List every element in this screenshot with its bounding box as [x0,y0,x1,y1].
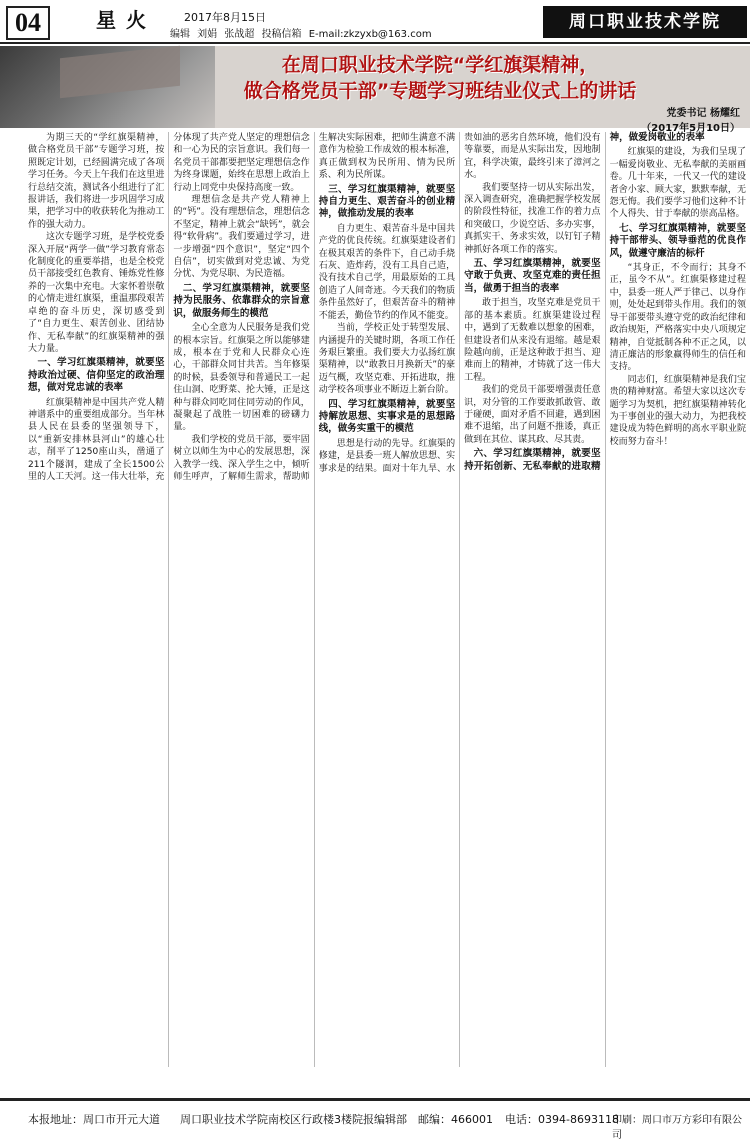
section-heading: 六、学习红旗渠精神，就要坚持开拓创新、无私奉献的进取精神，做爱岗敬业的表率 [464,132,705,472]
section-heading: 四、学习红旗渠精神，就要坚持解放思想、实事求是的思想路线，做务实重干的模范 [318,398,456,435]
paragraph: 全心全意为人民服务是我们党的根本宗旨。红旗渠之所以能够建成，根本在于党和人民群众心连心，干部群众同甘共苦。当年修渠的时候，县委领导和普通民工一起住山洞、吃野菜、抡大锤，正是这种与群众同吃同住同劳动的作风，凝聚起了战胜一切困难的磅礴力量。 [173,323,310,433]
paragraph: 敢于担当，攻坚克难是党员干部的基本素质。红旗渠建设过程中，遇到了无数难以想象的困难，但建设者们从来没有退缩。越是艰险越向前，正是这种敢于担当、迎难而上的精神，才铸就了这一伟大工程。 [464,298,601,383]
footer-printer: 印刷：周口市万方彩印有限公司 [612,1115,742,1141]
contact-email: 投稿信箱 E-mail:zkzyxb@163.com [261,29,432,40]
footer-address: 本报地址：周口市开元大道 [28,1113,160,1126]
section-heading: 五、学习红旗渠精神，就要坚守敢于负责、攻坚克难的责任担当，做勇于担当的表率 [464,258,601,294]
section-heading: 二、学习红旗渠精神，就要坚持为民服务、依靠群众的宗旨意识，做服务师生的模范 [173,282,310,319]
headline [140,52,740,104]
footer-postcode: 邮编：466001 [418,1113,493,1126]
page-footer [0,1098,750,1141]
footer-school: 周口职业技术学院南校区行政楼3楼院报编辑部 [180,1113,407,1126]
article-banner [0,46,750,134]
paragraph: 为期三天的“学红旗渠精神，做合格党员干部”专题学习班，按照既定计划，已经圆满完成了各项学习任务。今天上午我们在这里进行总结交流，测试各小组进行了汇报讲话，我们将进一步巩固学习成果，把学习中的收获转化为推动工作的强大动力。 [28,133,165,230]
page-header [0,0,750,42]
paragraph: 思想是行动的先导。红旗渠的修建，是县委一班人解放思想、实事求是的结果。面对十年九旱、水贵如油的恶劣自然环境，他们没有等靠要，而是从实际出发，因地制宜，科学决策，最终引来了漳河之水。 [318,133,601,474]
byline-date: （2017年5月10日） [641,123,740,134]
masthead: 周口职业技术学院 [543,6,747,38]
paragraph: 我们的党员干部要增强责任意识，对分管的工作要敢抓敢管、敢于碰硬，面对矛盾不回避，遇到困难不退缩，出了问题不推诿，真正做到在其位、谋其政、尽其责。 [464,385,601,445]
paragraph: “其身正，不令而行；其身不正，虽令不从”。红旗渠修建过程中，县委一班人严于律己、以身作则，处处起到带头作用。我们的领导干部要带头遵守党的政治纪律和政治规矩，严格落实中央八项规定精神，自觉抵制各种不正之风，以清正廉洁的形象赢得师生的信任和支持。 [609,263,746,373]
section-title: 星火 [96,8,156,32]
designer: 张战超 [224,29,255,40]
credits [170,25,432,40]
headline-line-2: 做合格党员干部”专题学习班结业仪式上的讲话 [243,80,637,102]
paragraph: 我们学校的党员干部，要牢固树立以师生为中心的发展思想，深入教学一线、深入学生之中，倾听师生呼声，了解师生需求，帮助师生解决实际困难，把师生满意不满意作为检验工作成效的根本标准，真正做到权为民所用、情为民所系、利为民所谋。 [173,133,456,482]
byline [0,104,740,134]
paragraph: 红旗渠的建设，为我们呈现了一幅爱岗敬业、无私奉献的美丽画卷。几十年来，一代又一代的建设者舍小家、顾大家，默默奉献，无怨无悔。我们要学习他们这种不计个人得失、甘于奉献的崇高品格。 [609,147,746,220]
editor: 编辑 刘娟 [170,29,218,40]
paragraph: 理想信念是共产党人精神上的“钙”。没有理想信念，理想信念不坚定，精神上就会“缺钙”，就会得“软骨病”。我们要通过学习，进一步增强“四个意识”，坚定“四个自信”，切实做到对党忠诚、为党分忧、为党尽职、为民造福。 [173,195,310,280]
paragraph: 自力更生、艰苦奋斗是中国共产党的优良传统。红旗渠建设者们在极其艰苦的条件下，自己动手烧石灰、造炸药，没有工具自己造，没有技术自己学，用最原始的工具创造了人间奇迹。今天我们的物质条件虽然好了，但艰苦奋斗的精神不能丢，勤俭节约的作风不能变。 [318,223,456,321]
header-rule [0,42,750,44]
section-heading: 三、学习红旗渠精神，就要坚持自力更生、艰苦奋斗的创业精神，做推动发展的表率 [318,183,456,220]
byline-author: 党委书记 杨耀红 [666,108,740,119]
section-heading: 一、学习红旗渠精神，就要坚持政治过硬、信仰坚定的政治理想，做对党忠诚的表率 [28,357,165,394]
section-heading: 七、学习红旗渠精神，就要坚持干部带头、领导垂范的优良作风，做遵守廉洁的标杆 [609,222,746,259]
paragraph: 同志们，红旗渠精神是我们宝贵的精神财富。希望大家以这次专题学习为契机，把红旗渠精神转化为干事创业的强大动力，为把我校建设成为特色鲜明的高水平职业院校而努力奋斗！ [609,374,746,447]
issue-date: 2017年8月15日 [184,11,266,24]
paragraph: 当前，学校正处于转型发展、内涵提升的关键时期，各项工作任务艰巨繁重。我们要大力弘扬红旗渠精神，以“敢教日月换新天”的豪迈气概，攻坚克难、开拓进取，推动学校各项事业不断迈上新台阶。 [318,323,456,396]
paragraph: 这次专题学习班，是学校党委深入开展“两学一做”学习教育常态化制度化的重要举措，也是全校党员干部接受红色教育、锤炼党性修养的一次集中充电。大家怀着崇敬的心情走进红旗渠，重温那段艰苦卓绝的奋斗历史，深切感受到了“自力更生、艰苦创业、团结协作、无私奉献”的红旗渠精神的强大力量。 [28,232,165,354]
footer-phone: 电话：0394-8693118 [505,1113,619,1126]
headline-line-1: 在周口职业技术学院“学红旗渠精神， [281,54,599,76]
paragraph: 我们要坚持一切从实际出发，深入调查研究，准确把握学校发展的阶段性特征，找准工作的着力点和突破口，少说空话、多办实事，真抓实干、务求实效，以钉钉子精神抓好各项工作的落实。 [464,182,601,255]
paragraph: 红旗渠精神是中国共产党人精神谱系中的重要组成部分。当年林县人民在县委的坚强领导下，以“重新安排林县河山”的雄心壮志，削平了1250座山头，凿通了211个隧洞，建成了全长1500公里的人工天河。这一伟大壮举，充分体现了共产党人坚定的理想信念和一心为民的宗旨意识。我们每一名党员干部都要把坚定理想信念作为终身课题，始终在思想上政治上行动上同党中央保持高度一致。 [28,133,310,482]
article-body [28,132,746,1067]
page-number: 04 [6,6,50,40]
